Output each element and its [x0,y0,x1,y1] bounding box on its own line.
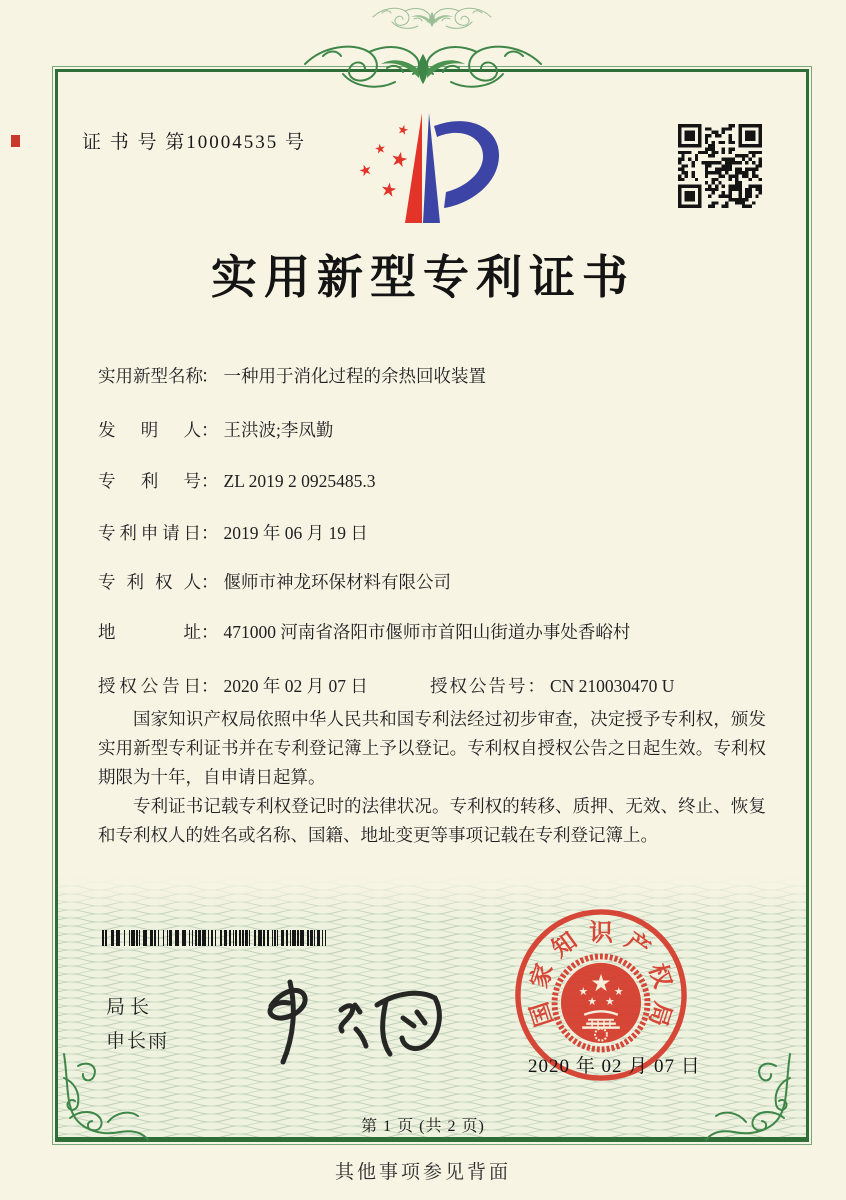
seal-char: 家 [526,960,559,992]
svg-text:★: ★ [605,994,615,1008]
colon: ： [201,572,219,592]
svg-text:★: ★ [578,985,589,998]
seal-char: 国 [526,998,559,1030]
qr-code [678,124,762,208]
field-value: 471000 河南省洛阳市偃师市首阳山街道办事处香峪村 [223,622,631,642]
svg-text:★: ★ [388,145,411,173]
field-label: 地址 [98,622,201,642]
logo-p-bowl [434,121,499,208]
barcode [102,930,328,946]
certificate-title: 实用新型专利证书 [211,252,635,303]
seal-char: 识 [589,920,613,947]
body-paragraph-2: 专利证书记载专利权登记时的法律状况。专利权的转移、质押、无效、终止、恢复和专利权人的姓名或名称、国籍、地址变更等事项记载在专利登记簿上。 [98,796,766,845]
svg-text:★: ★ [587,994,597,1008]
field-value: 偃师市神龙环保材料有限公司 [223,572,451,592]
back-note: 其他事项参见背面 [334,1162,511,1183]
svg-text:★: ★ [613,985,624,998]
director-signature [243,974,448,1069]
body-paragraph-1: 国家知识产权局依照中华人民共和国专利法经过初步审查，决定授予专利权，颁发实用新型专利证书并在专利登记簿上予以登记。专利权自授权公告之日起生效。专利权期限为十年，自申请日起算。 [98,709,766,787]
field-value: 一种用于消化过程的余热回收装置 [223,366,486,386]
svg-text:★: ★ [356,159,375,181]
field-label: 授权公告日 [98,676,201,696]
seal-date: 2020 年 02 月 07 日 [528,1056,701,1077]
top-ornament [283,34,563,98]
colon: ： [201,523,219,543]
field-row-patentee [98,570,451,594]
top-ornament-ghost [362,2,502,34]
field-label: 发明人 [98,420,201,440]
field-value: 王洪波;李凤勤 [223,420,334,440]
field-value: ZL 2019 2 0925485.3 [223,471,376,491]
director-label: 局长 [106,997,155,1018]
colon: ： [201,471,219,491]
svg-text:★: ★ [590,969,612,998]
field-value: 2019 年 06 月 19 日 [223,523,368,543]
field-label: 专利号 [98,471,201,491]
field-row-inventor [98,418,333,442]
patent-office-logo [352,110,504,228]
colon: ： [201,676,219,696]
field-row-address [98,620,630,644]
colon: ： [201,366,219,386]
director-name: 申长雨 [106,1031,170,1052]
svg-text:★: ★ [395,121,411,140]
field-value: 2020 年 02 月 07 日 [223,676,368,696]
certificate-number: 证 书 号 第10004535 号 [82,132,307,153]
seal-char: 知 [547,927,583,963]
colon: ： [201,420,219,440]
logo-stars [356,122,410,202]
svg-text:★: ★ [373,141,388,158]
field-row-name [98,364,486,388]
field-row-filing-date [98,521,368,545]
field-label: 专利权人 [98,572,201,592]
colon: ： [527,676,545,696]
field-gazette-no [430,674,674,698]
colon: ： [201,622,219,642]
seal-char: 权 [643,960,676,992]
seal-char: 局 [643,998,676,1030]
scan-edge-mark [11,135,20,147]
field-row-grant-date [98,674,675,698]
field-label: 实用新型名称 [98,366,203,386]
seal-national-emblem [555,956,648,1049]
page-indicator: 第 1 页 (共 2 页) [361,1118,485,1135]
seal-char: 产 [619,927,655,963]
field-label: 授权公告号 [430,676,528,696]
field-row-patent-no [98,469,375,493]
field-label: 专利申请日 [98,523,201,543]
field-value: CN 210030470 U [550,676,675,696]
svg-text:★: ★ [378,177,399,203]
legal-text-block [98,705,766,850]
